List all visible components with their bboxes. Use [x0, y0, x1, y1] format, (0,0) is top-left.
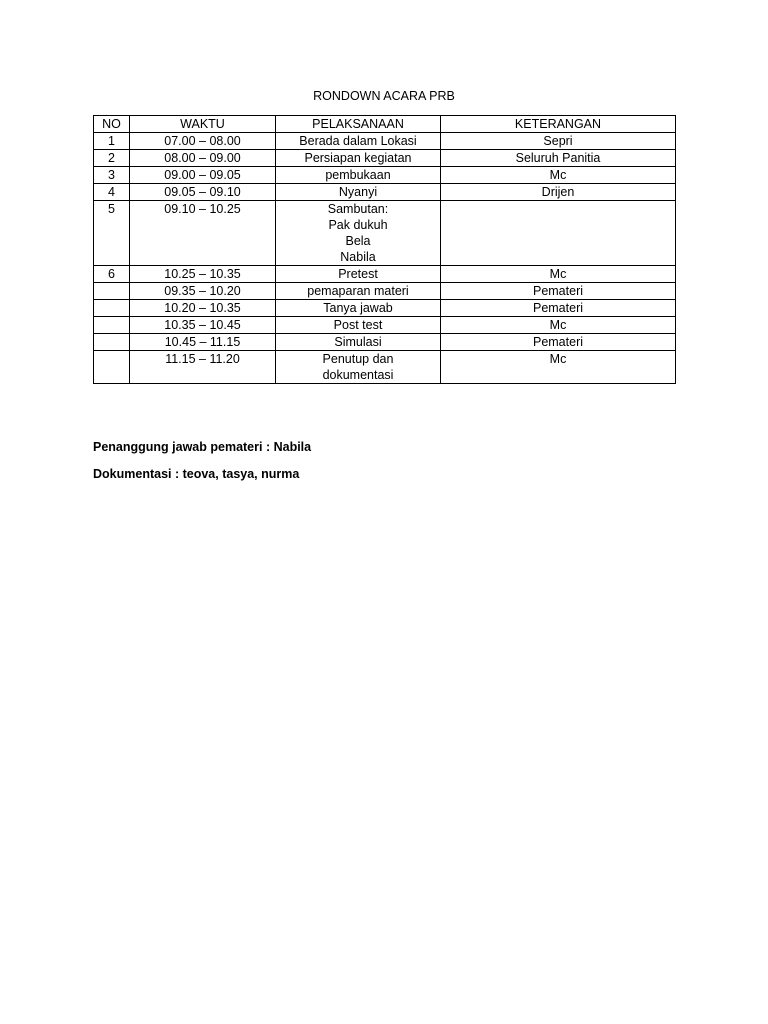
cell-keterangan: Pemateri	[441, 334, 676, 351]
table-row	[94, 167, 676, 184]
penanggung-jawab-note: Penanggung jawab pemateri : Nabila	[93, 440, 312, 454]
cell-no	[94, 351, 130, 384]
cell-keterangan: Sepri	[441, 133, 676, 150]
table-row	[94, 300, 676, 317]
cell-waktu: 09.00 – 09.05	[130, 167, 276, 184]
cell-waktu: 10.25 – 10.35	[130, 266, 276, 283]
cell-no: 5	[94, 201, 130, 266]
table-row	[94, 150, 676, 167]
cell-no: 3	[94, 167, 130, 184]
table-row	[94, 266, 676, 283]
cell-waktu: 10.35 – 10.45	[130, 317, 276, 334]
cell-waktu: 09.05 – 09.10	[130, 184, 276, 201]
cell-waktu: 08.00 – 09.00	[130, 150, 276, 167]
cell-pelaksanaan: Sambutan: Pak dukuh Bela Nabila	[276, 201, 441, 266]
table-row	[94, 283, 676, 300]
cell-no	[94, 317, 130, 334]
table-header-row	[94, 116, 676, 133]
header-keterangan: KETERANGAN	[441, 116, 676, 133]
cell-pelaksanaan: Tanya jawab	[276, 300, 441, 317]
header-waktu: WAKTU	[130, 116, 276, 133]
cell-pelaksanaan: Simulasi	[276, 334, 441, 351]
cell-pelaksanaan: Persiapan kegiatan	[276, 150, 441, 167]
cell-no: 1	[94, 133, 130, 150]
table-row	[94, 351, 676, 384]
header-no: NO	[94, 116, 130, 133]
cell-no: 6	[94, 266, 130, 283]
cell-pelaksanaan: pembukaan	[276, 167, 441, 184]
table-row	[94, 184, 676, 201]
cell-keterangan: Mc	[441, 167, 676, 184]
cell-no	[94, 334, 130, 351]
table-row	[94, 317, 676, 334]
cell-no: 2	[94, 150, 130, 167]
cell-pelaksanaan: Pretest	[276, 266, 441, 283]
cell-keterangan	[441, 201, 676, 266]
cell-pelaksanaan: Post test	[276, 317, 441, 334]
cell-no	[94, 300, 130, 317]
cell-no: 4	[94, 184, 130, 201]
cell-keterangan: Pemateri	[441, 300, 676, 317]
cell-waktu: 10.20 – 10.35	[130, 300, 276, 317]
dokumentasi-note: Dokumentasi : teova, tasya, nurma	[93, 467, 300, 481]
cell-no	[94, 283, 130, 300]
cell-pelaksanaan: pemaparan materi	[276, 283, 441, 300]
cell-keterangan: Mc	[441, 317, 676, 334]
table-row	[94, 201, 676, 266]
table-row	[94, 334, 676, 351]
cell-keterangan: Mc	[441, 351, 676, 384]
cell-keterangan: Seluruh Panitia	[441, 150, 676, 167]
cell-keterangan: Pemateri	[441, 283, 676, 300]
document-title: RONDOWN ACARA PRB	[313, 89, 455, 103]
cell-pelaksanaan: Berada dalam Lokasi	[276, 133, 441, 150]
cell-keterangan: Mc	[441, 266, 676, 283]
header-pelaksanaan: PELAKSANAAN	[276, 116, 441, 133]
rundown-table	[93, 115, 676, 384]
cell-pelaksanaan: Nyanyi	[276, 184, 441, 201]
table-row	[94, 133, 676, 150]
cell-waktu: 10.45 – 11.15	[130, 334, 276, 351]
cell-pelaksanaan: Penutup dan dokumentasi	[276, 351, 441, 384]
cell-waktu: 09.10 – 10.25	[130, 201, 276, 266]
cell-waktu: 07.00 – 08.00	[130, 133, 276, 150]
cell-waktu: 11.15 – 11.20	[130, 351, 276, 384]
cell-keterangan: Drijen	[441, 184, 676, 201]
cell-waktu: 09.35 – 10.20	[130, 283, 276, 300]
